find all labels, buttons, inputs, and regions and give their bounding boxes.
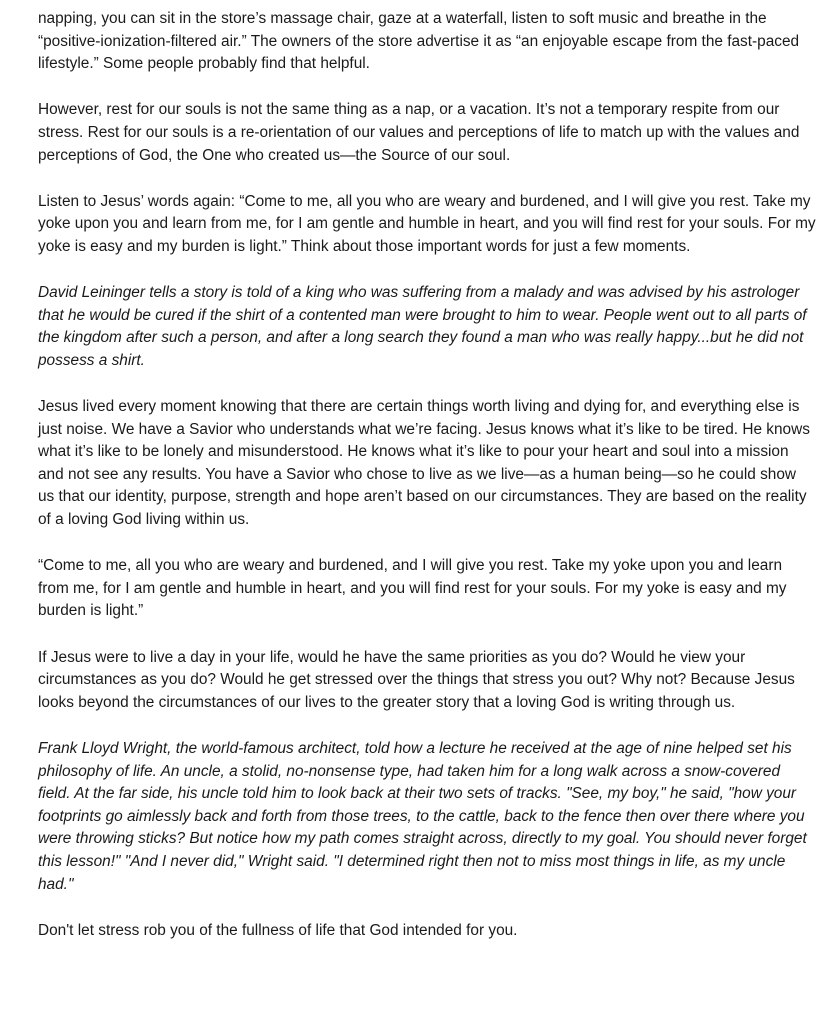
paragraph-come-to-me-quote: “Come to me, all you who are weary and burdened, and I will give you rest. Take my yoke upon you and learn from me, for I am gentle and humble in heart, and you will find rest for your souls. For my yoke is easy and my burden is light.”: [38, 557, 787, 620]
paragraph-frank-lloyd-wright-story: Frank Lloyd Wright, the world-famous architect, told how a lecture he received at the age of nine helped set his philosophy of life. An uncle, a stolid, no-nonsense type, had taken him for a long walk across a snow-covered field. At the far side, his uncle told him to look back at their two sets of tracks. "See, my boy," he said, "how your footprints go aimlessly back and forth from those trees, to the cattle, back to the fence then over there where you were throwing sticks? But notice how my path comes straight across, directly to my goal. You should never forget this lesson!" "And I never did," Wright said. "I determined right then not to miss most things in life, as my uncle had.": [38, 740, 807, 893]
paragraph-massage-store: napping, you can sit in the store’s massage chair, gaze at a waterfall, listen to soft music and breathe in the “positive-ionization-filtered air.” The owners of the store advertise it as “an enjoyable escape from the fast-paced lifestyle.” Some people probably find that helpful.: [38, 10, 800, 73]
paragraph-jesus-priorities: If Jesus were to live a day in your life, would he have the same priorities as you do? Would he view your circumstances as you do? Would he get stressed over the things that stress you out? Why not? Because Jesus looks beyond the circumstances of our lives to the greater story that a loving God is writing through us.: [38, 648, 795, 711]
document-page: [38, 8, 816, 942]
paragraph-jesus-words: Listen to Jesus’ words again: “Come to me, all you who are weary and burdened, and I will give you rest. Take my yoke upon you and learn from me, for I am gentle and humble in heart, and you will find rest for your souls. For my yoke is easy and my burden is light.” Think about those important words for just a few moments.: [38, 192, 816, 255]
paragraph-savior-understands: Jesus lived every moment knowing that there are certain things worth living and dying for, and everything else is just noise. We have a Savior who understands what we’re facing. Jesus knows what it’s like to be tired. He knows what it’s like to be lonely and misunderstood. He knows what it’s like to pour your heart and soul into a mission and not see any results. You have a Savior who chose to live as we live—as a human being—so he could show us that our identity, purpose, strength and hope aren’t based on our circumstances. They are based on the reality of a loving God living within us.: [38, 398, 810, 529]
paragraph-closing-line: Don't let stress rob you of the fullness of life that God intended for you.: [38, 921, 518, 939]
paragraph-rest-for-souls: However, rest for our souls is not the same thing as a nap, or a vacation. It’s not a temporary respite from our stress. Rest for our souls is a re-orientation of our values and perceptions of life to match up with the values and perceptions of God, the One who created us—the Source of our soul.: [38, 101, 800, 164]
paragraph-king-story: David Leininger tells a story is told of a king who was suffering from a malady and was advised by his astrologer that he would be cured if the shirt of a contented man were brought to him to wear. People went out to all parts of the kingdom after such a person, and after a long search they found a man who was really happy...but he did not possess a shirt.: [38, 284, 807, 369]
